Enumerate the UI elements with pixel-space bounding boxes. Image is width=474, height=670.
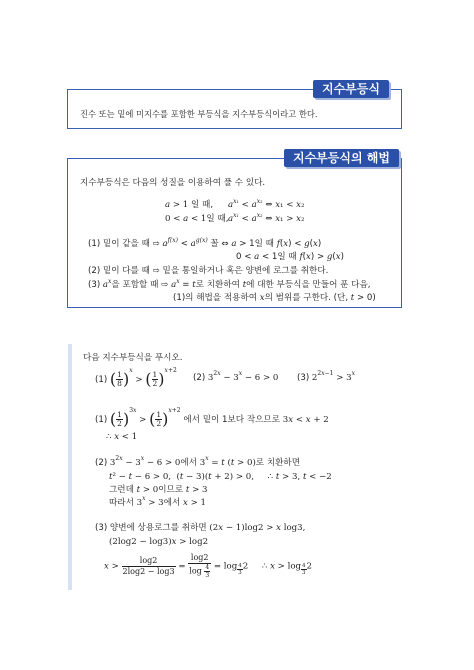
- property-1-condition: a > 1 일 때,: [165, 200, 214, 210]
- definition-text: 진수 또는 밑에 미지수를 포함한 부등식을 지수부등식이라고 한다.: [80, 109, 318, 119]
- example-sidebar-bar: [68, 344, 72, 590]
- solution-2-line-4: 따라서 $3^x > 3$에서 x > 1: [109, 495, 206, 508]
- property-2-statement: $a^{x_1} < a^{x_2}$ ⇔ x₁ > x₂: [228, 212, 305, 224]
- property-2-condition: 0 < a < 1일 때,: [165, 214, 229, 224]
- problem-1: (1) ( $\frac{1}{8}$ )$^x$ > ( $\frac{1}{2}$ )$^{x+2}$: [95, 367, 177, 389]
- method-intro: 지수부등식은 다음의 성질을 이용하여 풀 수 있다.: [80, 178, 266, 188]
- problem-3: (3) $2^{2x-1} > 3^x$: [297, 370, 355, 383]
- example-prompt: 다음 지수부등식을 푸시오.: [83, 353, 183, 363]
- solution-2-line-3: 그런데 t > 0이므로 t > 3: [109, 485, 208, 495]
- property-1-statement: $a^{x_1} < a^{x_2}$ ⇔ x₁ < x₂: [228, 198, 305, 210]
- rule-2: (2) 밑이 다를 때 ⇨ 밑을 통일하거나 혹은 양변에 로그를 취한다.: [88, 266, 329, 276]
- solution-3-line-1: (3) 양변에 상용로그를 취하면 (2x − 1)log2 > x log3,: [95, 523, 306, 533]
- solution-3-line-3: x > $\frac{\log 2}{2\log 2 - \log 3}$ = log2 log $\frac{4}{3}$ = log $_{\frac{4}{3}}$ 2 ∴ x > log $_{\frac{4}{3}}$ 2: [104, 553, 312, 579]
- section-tag-solution-method: 지수부등식의 해법: [284, 149, 399, 167]
- problem-2: (2) $3^{2x} - 3^x - 6 > 0$: [193, 370, 279, 383]
- rule-3-line-2: (1)의 해법을 적용하여 x의 범위를 구한다. (단, t > 0): [173, 293, 376, 303]
- solution-3-line-2: (2log2 − log3)x > log2: [109, 537, 209, 547]
- solution-2-line-1: (2) $3^{2x} - 3^x - 6 > 0$에서 $3^x = t$ (t > 0)로 치환하면: [95, 455, 301, 468]
- rule-1-line-2: 0 < a < 1일 때 f(x) > g(x): [236, 252, 344, 262]
- solution-2-line-2: t² − t − 6 > 0, (t − 3)(t + 2) > 0, ∴ t > 3, t < −2: [109, 472, 332, 482]
- rule-1-line-1: (1) 밑이 같을 때 ⇨ $a^{f(x)} < a^{g(x)}$ 꼴 ⇔ a > 1일 때 f(x) < g(x): [88, 237, 322, 249]
- section-tag-exponential-inequality: 지수부등식: [313, 80, 389, 98]
- solution-1-result: ∴ x < 1: [106, 432, 138, 442]
- rule-3-line-1: (3) $a^x$을 포함할 때 ⇨ $a^x = t$로 치환하여 t에 대한 부등식을 만들어 푼 다음,: [88, 278, 371, 290]
- solution-1: (1) ( $\frac{1}{2}$ )$^{3x}$ > ( $\frac{1}{2}$ )$^{x+2}$ 에서 밑이 1보다 작으므로 3x < x + 2: [95, 407, 329, 429]
